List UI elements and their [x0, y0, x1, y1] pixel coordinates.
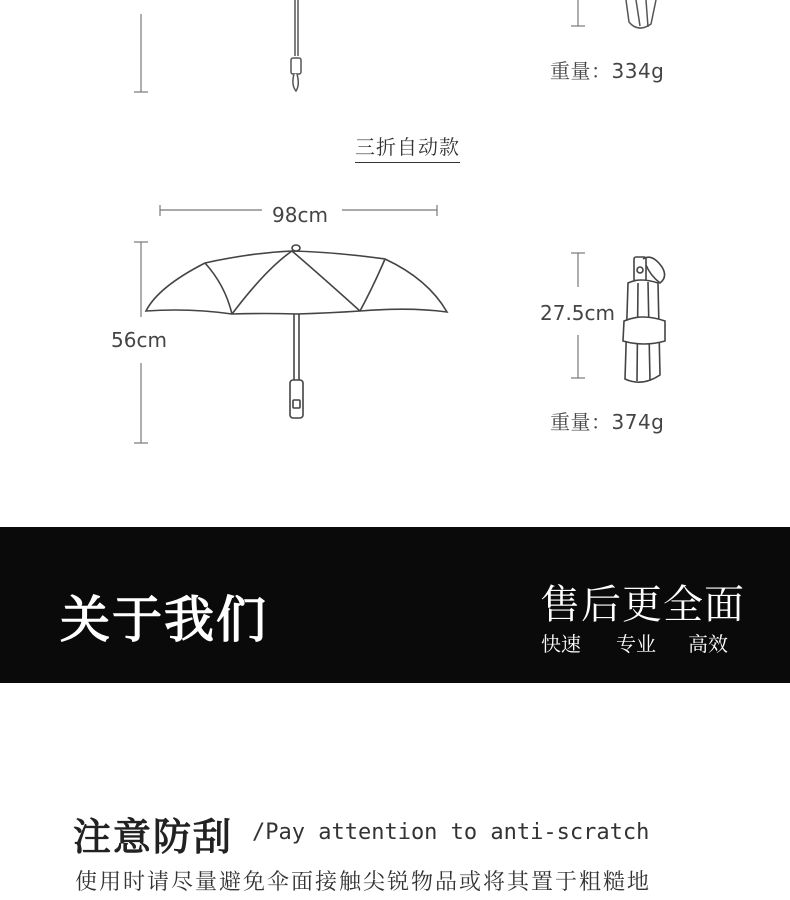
notice-title: 注意防刮 [73, 814, 234, 859]
top-model-illustrations [0, 0, 790, 110]
height-label: 56cm [111, 328, 167, 352]
top-folded-umbrella-icon [626, 0, 656, 28]
open-umbrella-icon [146, 245, 447, 418]
top-umbrella-handle-icon [291, 0, 301, 91]
feature-professional: 专业 [616, 632, 656, 656]
notice-subtitle: /Pay attention to anti-scratch [252, 820, 650, 845]
folded-length-label: 27.5cm [540, 301, 616, 325]
top-folded-dimension-line [571, 0, 585, 26]
auto-model-illustrations [0, 195, 790, 455]
after-sales-title: 售后更全面 [540, 582, 745, 628]
feature-efficient: 高效 [688, 632, 728, 656]
folded-umbrella-icon [623, 257, 665, 382]
about-us-title: 关于我们 [60, 590, 268, 649]
feature-fast: 快速 [541, 632, 581, 656]
notice-description: 使用时请尽量避免伞面接触尖锐物品或将其置于粗糙地 [75, 870, 652, 895]
top-weight-label: 重量：334g [550, 59, 665, 83]
model-section-title: 三折自动款 [355, 131, 460, 163]
top-height-dimension-line [134, 14, 148, 92]
width-label: 98cm [272, 203, 328, 227]
auto-weight-label: 重量：374g [550, 410, 665, 434]
